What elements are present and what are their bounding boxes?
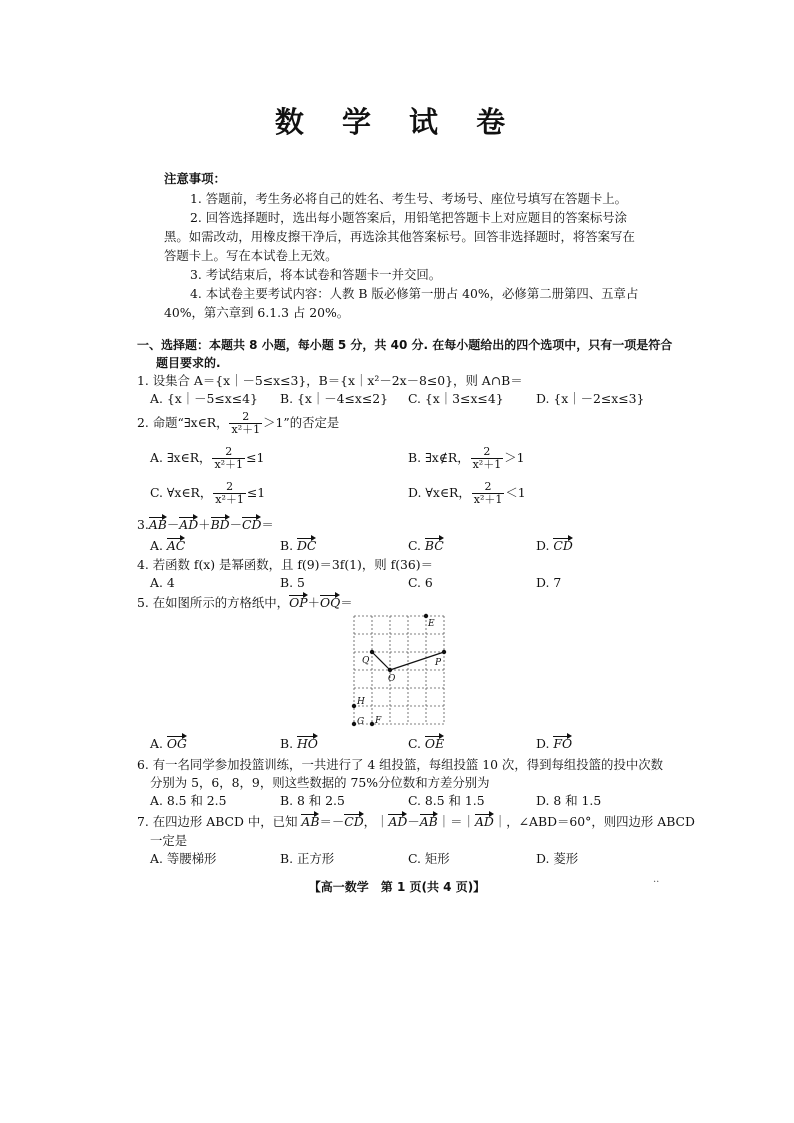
q5-option-d	[536, 735, 572, 753]
option-label: A. ∃x∈R，	[150, 450, 212, 465]
operator: ＋	[307, 595, 320, 610]
stem-text: 7. 在四边形 ABCD 中，已知	[137, 814, 302, 829]
q2-stem	[137, 411, 339, 436]
notice-line-6: 4. 本试卷主要考试内容：人教 B 版必修第一册占 40%，必修第二册第四、五章占	[190, 286, 639, 301]
point-e	[424, 614, 428, 618]
option-vector: OE	[424, 736, 445, 751]
q3-option-b	[280, 537, 316, 555]
q3-option-c	[408, 537, 444, 555]
point-g	[352, 722, 356, 726]
q1-option-d: D. {x｜－2≤x≤3}	[536, 391, 645, 406]
stem-text: 5. 在如图所示的方格纸中，	[137, 595, 290, 610]
option-vector: DC	[296, 538, 317, 553]
label-h: H	[357, 697, 365, 707]
fraction-numerator: 2	[213, 481, 246, 494]
operator: －	[166, 517, 180, 532]
notice-line-2: 2. 回答选择题时，选出每小题答案后，用铅笔把答题卡上对应题目的答案标号涂	[190, 210, 628, 225]
q3-option-d	[536, 537, 573, 555]
option-tail: ≤1	[246, 485, 266, 500]
vector-op: OP	[289, 595, 308, 610]
vector-cd: CD	[242, 517, 262, 532]
vector-ab: AB	[419, 814, 438, 829]
fraction-denominator: x²＋1	[214, 458, 244, 471]
vector-ad: AD	[179, 517, 199, 532]
segment-oq	[372, 652, 390, 670]
option-label: B. ∃x∉R，	[408, 450, 470, 465]
q2-option-c	[150, 481, 265, 506]
notice-line-7: 40%，第六章到 6.1.3 占 20%。	[164, 305, 350, 320]
notice-line-3: 黑。如需改动，用橡皮擦干净后，再选涂其他答案标号。回答非选择题时，将答案写在	[164, 229, 635, 244]
option-tail: ＜1	[505, 485, 526, 500]
option-label: A.	[150, 736, 167, 751]
point-h	[352, 704, 356, 708]
q4-option-b: B. 5	[280, 575, 305, 590]
q7-option-d: D. 菱形	[536, 851, 579, 866]
point-p	[442, 650, 446, 654]
q7-stem-line-2: 一定是	[150, 833, 188, 848]
q6-option-d: D. 8 和 1.5	[536, 793, 602, 808]
operator: ，｜	[363, 814, 389, 829]
q6-option-c: C. 8.5 和 1.5	[408, 793, 485, 808]
q5-option-a	[150, 735, 187, 753]
notice-heading: 注意事项：	[164, 171, 226, 186]
operator: ＝－	[319, 814, 345, 829]
option-label: C.	[408, 538, 425, 553]
grid-lines	[354, 616, 444, 724]
vector-oq: OQ	[319, 595, 341, 610]
option-vector: OG	[166, 736, 187, 751]
label-e: E	[428, 619, 435, 629]
q4-option-c: C. 6	[408, 575, 433, 590]
fraction-denominator: x²＋1	[473, 493, 503, 506]
question-number: 3.	[137, 517, 149, 532]
section-heading-line-2: 题目要求的.	[156, 356, 221, 370]
option-label: D.	[536, 538, 554, 553]
option-label: D.	[536, 736, 554, 751]
q2-option-b	[408, 446, 525, 471]
q6-stem-line-2: 分别为 5，6，8，9，则这些数据的 75%分位数和方差分别为	[150, 775, 490, 790]
label-q: Q	[362, 656, 370, 666]
option-vector: BC	[424, 538, 444, 553]
operator: ＋	[198, 517, 211, 532]
q2-option-a	[150, 446, 264, 471]
option-label: B.	[280, 538, 297, 553]
q3-option-a	[150, 537, 185, 555]
q2-stem-pre: 2. 命题“∃x∈R，	[137, 415, 229, 430]
notice-line-1: 1. 答题前，考生务必将自己的姓名、考生号、考场号、座位号填写在答题卡上。	[190, 191, 628, 206]
notice-line-5: 3. 考试结束后，将本试卷和答题卡一并交回。	[190, 267, 442, 282]
vector-ad: AD	[388, 814, 408, 829]
q7-option-c: C. 矩形	[408, 851, 450, 866]
q7-option-b: B. 正方形	[280, 851, 335, 866]
option-label: C.	[408, 736, 425, 751]
page-title: 数 学 试 卷	[274, 105, 520, 139]
point-q	[370, 650, 374, 654]
q1-option-b: B. {x｜－4≤x≤2}	[280, 391, 389, 406]
option-label: A.	[150, 538, 167, 553]
vector-cd: CD	[344, 814, 364, 829]
q5-option-b	[280, 735, 318, 753]
q5-stem	[137, 594, 353, 612]
operator: －	[229, 517, 242, 532]
option-fraction	[212, 446, 245, 471]
fraction-denominator: x²＋1	[231, 423, 261, 436]
option-tail: ≤1	[246, 450, 265, 465]
grid-diagram	[350, 612, 450, 730]
fraction-numerator: 2	[471, 446, 504, 459]
vector-ad: AD	[474, 814, 494, 829]
equals-sign: ＝	[261, 517, 274, 532]
fraction-numerator: 2	[472, 481, 505, 494]
q7-option-a: A. 等腰梯形	[150, 851, 217, 866]
option-vector: HO	[296, 736, 318, 751]
stem-text: ｜，∠ABD＝60°，则四边形 ABCD	[493, 814, 695, 829]
q2-option-d	[408, 481, 526, 506]
equals-sign: ＝	[340, 595, 353, 610]
operator: ｜＝｜	[437, 814, 475, 829]
option-fraction	[213, 481, 246, 506]
q6-stem-line-1: 6. 有一名同学参加投篮训练，一共进行了 4 组投篮，每组投篮 10 次，得到每组投篮的投中次数	[137, 757, 664, 772]
option-label: C. ∀x∈R，	[150, 485, 213, 500]
q4-option-d: D. 7	[536, 575, 562, 590]
label-p: P	[435, 658, 442, 668]
fraction-numerator: 2	[229, 411, 262, 424]
section-heading-line-1: 一、选择题：本题共 8 小题，每小题 5 分，共 40 分. 在每小题给出的四个选项中，只有一项是符合	[137, 338, 673, 352]
option-tail: ＞1	[504, 450, 525, 465]
point-o	[388, 668, 392, 672]
vector-ab: AB	[148, 517, 167, 532]
point-f	[370, 722, 374, 726]
q2-fraction	[229, 411, 262, 436]
vector-bd: BD	[210, 517, 230, 532]
q6-option-b: B. 8 和 2.5	[280, 793, 345, 808]
notice-line-4: 答题卡上。写在本试卷上无效。	[164, 248, 338, 263]
q1-stem: 1. 设集合 A＝{x｜－5≤x≤3}，B＝{x｜x²－2x－8≤0}，则 A∩B＝	[137, 373, 523, 388]
q4-option-a: A. 4	[150, 575, 175, 590]
label-f: F	[375, 716, 382, 726]
q6-option-a: A. 8.5 和 2.5	[150, 793, 227, 808]
label-o: O	[388, 674, 396, 684]
option-vector: AC	[166, 538, 186, 553]
q7-stem-line-1	[137, 813, 695, 831]
fraction-denominator: x²＋1	[215, 493, 244, 506]
label-g: G	[357, 717, 365, 727]
vector-ab: AB	[301, 814, 320, 829]
q1-option-a: A. {x｜－5≤x≤4}	[150, 391, 258, 406]
q1-option-c: C. {x｜3≤x≤4}	[408, 391, 504, 406]
option-label: B.	[280, 736, 297, 751]
option-fraction	[472, 481, 505, 506]
fraction-denominator: x²＋1	[472, 458, 502, 471]
q3-stem	[137, 516, 274, 534]
fraction-numerator: 2	[212, 446, 245, 459]
q2-stem-post: ＞1”的否定是	[263, 415, 340, 430]
operator: －	[407, 814, 420, 829]
option-label: D. ∀x∈R，	[408, 485, 471, 500]
corner-mark: ..	[653, 874, 660, 885]
page-footer: 【高一数学 第 1 页(共 4 页)】	[308, 880, 486, 894]
option-fraction	[471, 446, 504, 471]
q4-stem: 4. 若函数 f(x) 是幂函数，且 f(9)＝3f(1)，则 f(36)＝	[137, 557, 434, 572]
option-vector: CD	[553, 538, 573, 553]
option-vector: FO	[553, 736, 573, 751]
q5-option-c	[408, 735, 444, 753]
